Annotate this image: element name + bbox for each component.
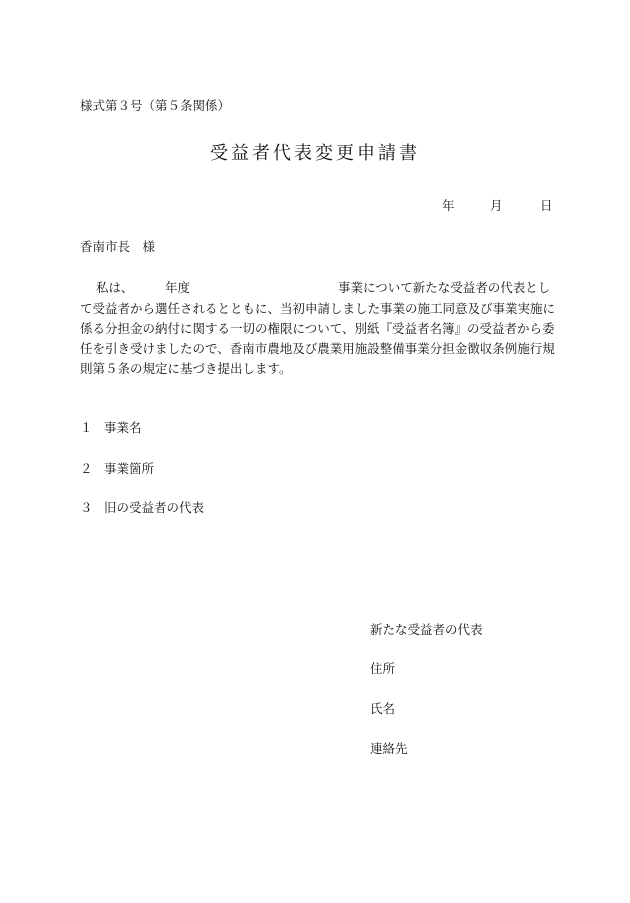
body-line-3: 係る分担金の納付に関する一切の権限について、別紙『受益者名簿』の受益者から委 <box>80 321 555 336</box>
contact-label: 連絡先 <box>370 741 408 756</box>
document-title: 受益者代表変更申請書 <box>210 143 420 164</box>
form-number: 様式第３号（第５条関係） <box>80 98 231 113</box>
date-year-label: 年 <box>442 198 455 213</box>
date-day-label: 日 <box>540 198 553 213</box>
date-month-label: 月 <box>490 198 503 213</box>
item-label-project-name: 事業名 <box>104 420 142 435</box>
name-label: 氏名 <box>370 701 396 716</box>
item-number: ２ <box>80 461 93 476</box>
address-label: 住所 <box>370 661 396 676</box>
addressee: 香南市長 様 <box>80 239 156 254</box>
body-line-1-end: 事業について新たな受益者の代表とし <box>338 280 551 295</box>
item-label-project-location: 事業箇所 <box>104 461 155 476</box>
item-label-former-representative: 旧の受益者の代表 <box>104 500 205 515</box>
body-line-1-year: 年度 <box>165 280 191 295</box>
body-line-2: て受益者から選任されるとともに、当初申請しました事業の施工同意及び事業実施に <box>80 301 556 316</box>
new-representative-heading: 新たな受益者の代表 <box>370 622 483 637</box>
body-line-4: 任を引き受けましたので、香南市農地及び農業用施設整備事業分担金徴収条例施行規 <box>80 341 555 356</box>
body-line-5: 則第５条の規定に基づき提出します。 <box>80 361 292 376</box>
body-line-1-start: 私は、 <box>96 280 134 295</box>
item-number: ３ <box>80 500 93 515</box>
item-number: １ <box>80 420 93 435</box>
